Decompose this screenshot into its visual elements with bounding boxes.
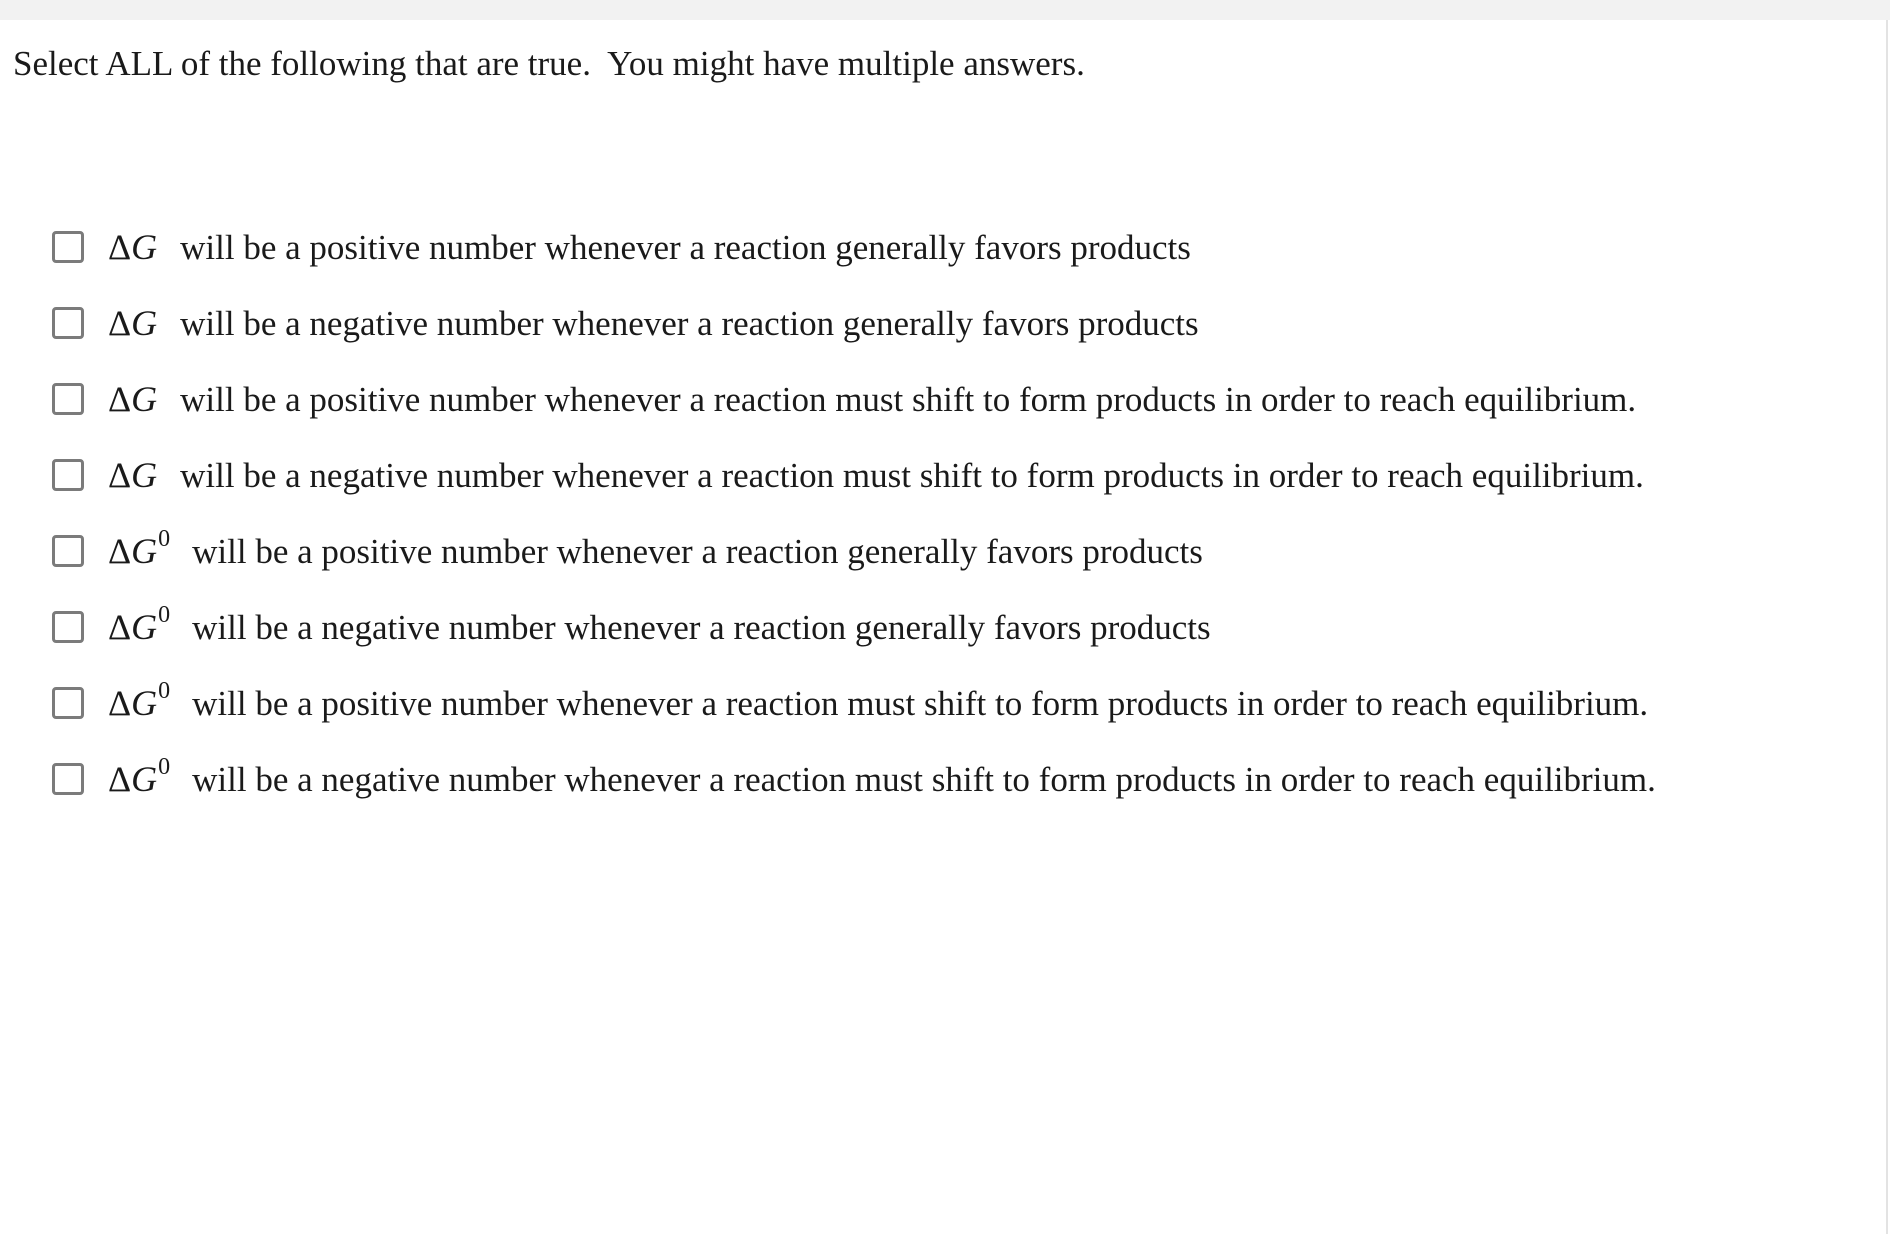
delta-g-symbol (108, 455, 158, 495)
delta-g-symbol (108, 303, 158, 343)
panel-divider (1886, 20, 1888, 1234)
answer-option[interactable] (52, 455, 1656, 531)
option-label[interactable] (108, 678, 1649, 724)
checkbox[interactable] (52, 535, 84, 567)
checkbox[interactable] (52, 611, 84, 643)
checkbox[interactable] (52, 307, 84, 339)
answer-option[interactable] (52, 526, 1656, 607)
option-label[interactable] (108, 754, 1656, 800)
option-statement: will be a positive number whenever a reaction generally favors products (180, 228, 1191, 267)
delta-symbol: Δ (108, 607, 132, 647)
option-statement: will be a negative number whenever a reaction must shift to form products in order to reach equilibrium. (180, 456, 1644, 495)
question-panel (0, 20, 1880, 1234)
variable-g: G (131, 759, 158, 799)
superscript: 0 (158, 754, 171, 780)
variable-g: G (131, 379, 158, 419)
option-statement: will be a positive number whenever a reaction must shift to form products in order to reach equilibrium. (180, 380, 1637, 419)
answer-option[interactable] (52, 227, 1656, 303)
delta-symbol: Δ (108, 303, 132, 343)
checkbox[interactable] (52, 383, 84, 415)
delta-g-standard-symbol (108, 602, 171, 647)
option-statement: will be a negative number whenever a reaction generally favors products (192, 608, 1211, 647)
option-label[interactable] (108, 455, 1644, 496)
variable-g: G (131, 303, 158, 343)
delta-symbol: Δ (108, 227, 132, 267)
answer-option[interactable] (52, 602, 1656, 683)
checkbox[interactable] (52, 459, 84, 491)
superscript: 0 (158, 678, 171, 704)
option-statement: will be a positive number whenever a reaction must shift to form products in order to reach equilibrium. (192, 684, 1649, 723)
checkbox[interactable] (52, 763, 84, 795)
superscript: 0 (158, 526, 171, 552)
checkbox[interactable] (52, 231, 84, 263)
option-label[interactable] (108, 303, 1199, 344)
delta-g-symbol (108, 379, 158, 419)
answer-option[interactable] (52, 678, 1656, 759)
delta-symbol: Δ (108, 683, 132, 723)
question-prompt: Select ALL of the following that are true. You might have multiple answers. (13, 44, 1085, 83)
checkbox[interactable] (52, 687, 84, 719)
answer-option[interactable] (52, 754, 1656, 835)
option-label[interactable] (108, 526, 1203, 572)
top-strip (0, 0, 1890, 20)
delta-g-standard-symbol (108, 678, 171, 723)
answer-option[interactable] (52, 379, 1656, 455)
delta-symbol: Δ (108, 455, 132, 495)
variable-g: G (131, 531, 158, 571)
delta-symbol: Δ (108, 531, 132, 571)
answer-option[interactable] (52, 303, 1656, 379)
option-label[interactable] (108, 602, 1211, 648)
variable-g: G (131, 683, 158, 723)
answer-options (52, 227, 1656, 835)
delta-g-standard-symbol (108, 754, 171, 799)
option-statement: will be a negative number whenever a reaction generally favors products (180, 304, 1199, 343)
delta-g-standard-symbol (108, 526, 171, 571)
variable-g: G (131, 455, 158, 495)
variable-g: G (131, 607, 158, 647)
superscript: 0 (158, 602, 171, 628)
option-label[interactable] (108, 379, 1636, 420)
delta-g-symbol (108, 227, 158, 267)
option-statement: will be a negative number whenever a reaction must shift to form products in order to reach equilibrium. (192, 760, 1656, 799)
option-label[interactable] (108, 227, 1191, 268)
option-statement: will be a positive number whenever a reaction generally favors products (192, 532, 1203, 571)
delta-symbol: Δ (108, 759, 132, 799)
delta-symbol: Δ (108, 379, 132, 419)
variable-g: G (131, 227, 158, 267)
